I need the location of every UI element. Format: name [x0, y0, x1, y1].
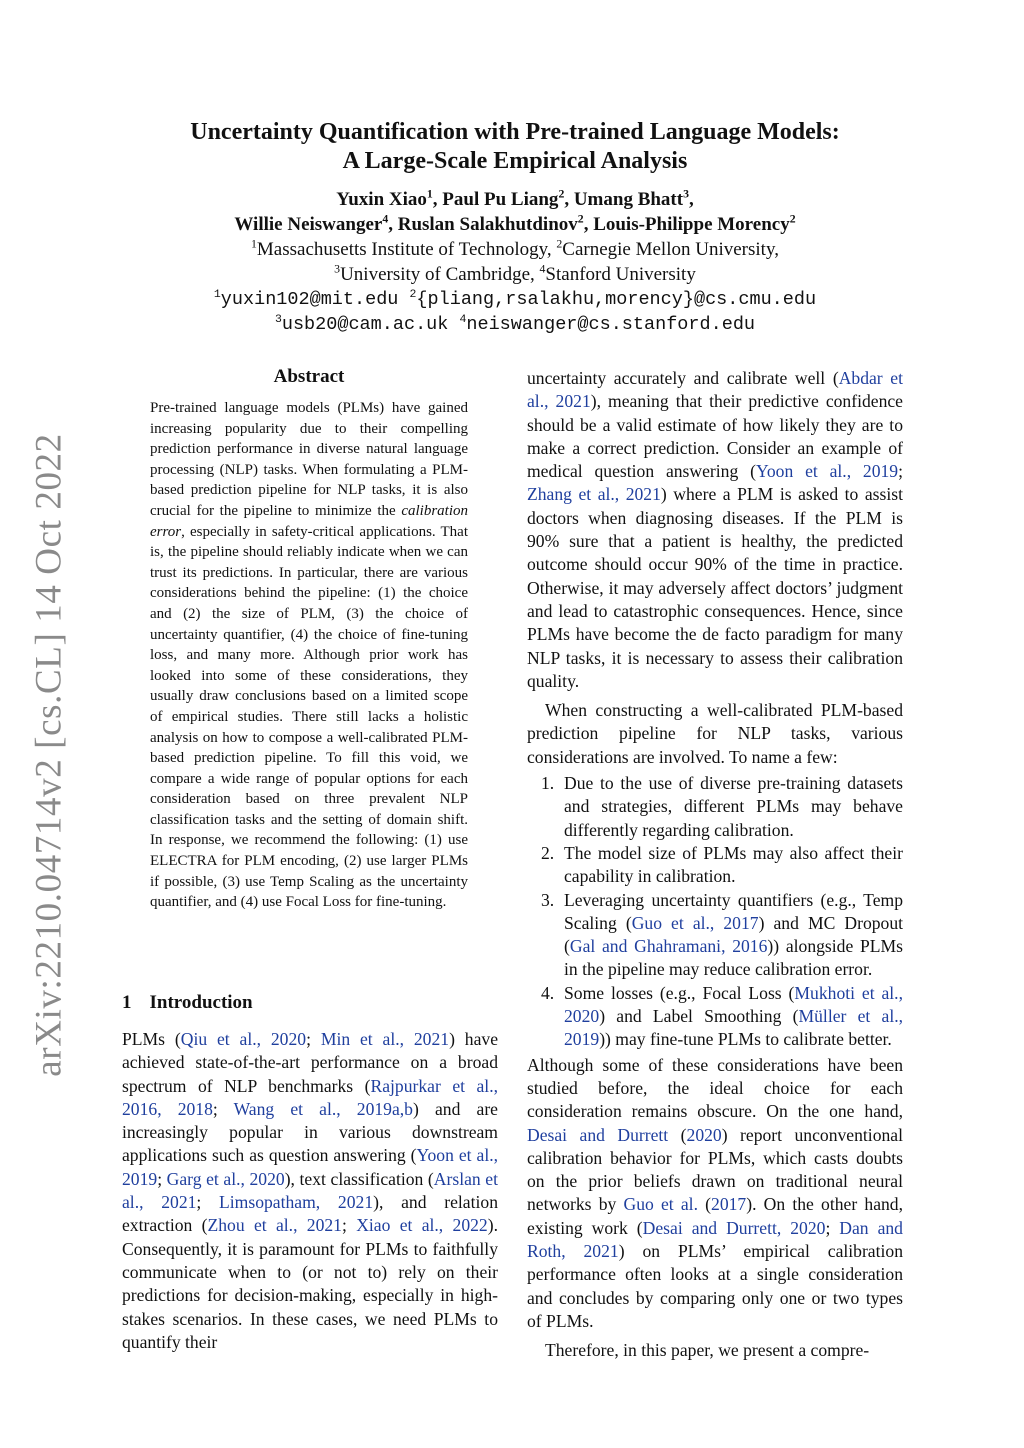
right-column-body	[527, 367, 903, 1362]
body-text: uncertainty accurately and calibrate well (	[527, 368, 839, 388]
citation-link[interactable]: Arslan et al., 2021	[122, 1168, 498, 1213]
section-heading-introduction	[122, 992, 253, 1014]
superscript-mark: 2	[556, 237, 563, 251]
citation-link[interactable]: Desai and Durrett, 2020	[642, 1217, 826, 1238]
body-text: ) on PLMs’ empirical calibration performance often looks at a single consideration and concludes by comparing only one or two types of PLMs.	[527, 1240, 903, 1331]
body-text: ) and are increasingly popular in various downstream applications such as question answering (	[122, 1098, 498, 1166]
superscript-mark: 4	[459, 312, 467, 326]
superscript-mark: 3	[334, 262, 341, 276]
body-text: ;	[898, 461, 903, 482]
citation-link[interactable]: Guo et al.	[623, 1194, 698, 1215]
intro-paragraph	[527, 1339, 903, 1362]
author-list	[120, 187, 910, 237]
email-address: neiswanger@cs.stanford.edu	[466, 314, 756, 335]
intro-paragraph	[527, 1054, 903, 1334]
citation-link[interactable]: Yoon et al., 2019	[755, 461, 899, 482]
superscript-mark: 4	[382, 212, 389, 226]
superscript-mark: 2	[577, 212, 584, 226]
left-column-body	[122, 1028, 498, 1354]
superscript-mark: 2	[409, 287, 417, 301]
superscript-mark: 2	[558, 187, 565, 201]
author-name: Ruslan Salakhutdinov	[397, 214, 578, 235]
email-address: yuxin102@mit.edu	[220, 289, 399, 310]
author-line: Yuxin Xiao$^1$, Paul Pu Liang$^2$, Umang Bhatt$^3$,	[336, 187, 694, 210]
section-title: Introduction	[149, 992, 253, 1013]
abstract-text: Pre-trained language models (PLMs) have gained increasing popularity due to their compelling prediction performance in diverse natural language processing (NLP) tasks. When formulating a PLM-based prediction pipeline for NLP tasks, it is also crucial for the pipeline to minimize the	[150, 400, 468, 519]
affiliation-name: Carnegie Mellon University	[562, 239, 775, 260]
consideration-item	[527, 842, 903, 889]
body-text: Due to the use of diverse pre-training datasets and strategies, different PLMs may behave differently regarding calibration.	[564, 773, 903, 840]
author-name: Paul Pu Liang	[442, 189, 559, 210]
consideration-item	[527, 889, 903, 982]
citation-link[interactable]: 2017	[711, 1194, 747, 1215]
body-text: ), text classification (	[284, 1168, 434, 1189]
title-line-1: Uncertainty Quantification with Pre-trained Language Models:	[190, 119, 840, 145]
citation-link[interactable]: Dan and Roth, 2021	[527, 1217, 903, 1261]
list-number: 4.	[541, 982, 555, 1003]
citation-link[interactable]: Zhou et al., 2021	[207, 1215, 342, 1236]
citation-link[interactable]: Mukhoti et al., 2020	[564, 982, 903, 1027]
consideration-item	[527, 772, 903, 842]
affiliation-line: $^1$Massachusetts Institute of Technology, $^2$Carnegie Mellon University,	[251, 237, 779, 260]
body-text: ), and relation extraction (	[122, 1192, 498, 1236]
superscript-mark: 4	[539, 262, 546, 276]
affiliation-list	[120, 237, 910, 287]
abstract-text: , especially in safety-critical applications. That is, the pipeline should reliably indicate when we can trust its predictions. In particular, there are various considerations behind the pipeline: (1) the choice and (2) the size of PLM, (3) the choice of uncertainty quantifier, (4) the choice of fine-tuning loss, and many more. Although prior work has looked into some of these considerations, they usually draw conclusions based on a limited scope of empirical studies. There still lacks a holistic analysis on how to compose a well-calibrated PLM-based prediction pipeline. To fill this void, we compare a wide range of popular options for each consideration based on three prevalent NLP classification tasks and the setting of domain shift. In response, we recommend the following: (1) use ELECTRA for PLM encoding, (2) use larger PLMs if possible, (3) use Temp Scaling as the uncertainty quantifier, and (4) use Focal Loss for fine-tuning.	[150, 523, 468, 911]
body-text: ) report unconventional calibration behavior for PLMs, which casts doubts on the prior beliefs drawn on traditional neural networks by	[527, 1124, 903, 1215]
abstract-body	[150, 398, 468, 913]
author-line: Willie Neiswanger$^4$, Ruslan Salakhutdinov$^2$, Louis-Philippe Morency$^2$	[234, 212, 796, 235]
superscript-mark: 3	[683, 187, 689, 201]
citation-link[interactable]: Guo et al., 2017	[631, 912, 759, 933]
body-text: ;	[157, 1168, 167, 1189]
citation-link[interactable]: Zhang et al., 2021	[527, 484, 661, 505]
email-address: usb20@cam.ac.uk	[281, 314, 449, 335]
author-name: Yuxin Xiao	[336, 189, 427, 210]
body-text: )) alongside PLMs in the pipeline may reduce calibration error.	[564, 936, 904, 980]
citation-link[interactable]: Min et al., 2021	[320, 1029, 450, 1049]
intro-paragraph	[527, 699, 903, 769]
citation-link[interactable]: Abdar et al., 2021	[527, 368, 903, 412]
paper-title	[120, 118, 910, 176]
body-text: ;	[212, 1098, 234, 1119]
citation-link[interactable]: Rajpurkar et al., 2016, 2018	[122, 1075, 498, 1119]
abstract-heading: Abstract	[273, 366, 345, 387]
consideration-text	[564, 843, 903, 886]
citation-link[interactable]: Garg et al., 2020	[166, 1168, 285, 1189]
body-text: ) have achieved state-of-the-art performance on a broad spectrum of NLP benchmarks (	[122, 1029, 498, 1096]
body-text: )) may fine-tune PLMs to calibrate better.	[599, 1029, 892, 1050]
considerations-list	[527, 772, 903, 1052]
body-text: ;	[825, 1217, 840, 1238]
author-name: Louis-Philippe Morency	[593, 214, 790, 235]
body-text: (	[668, 1124, 687, 1145]
citation-link[interactable]: Desai and Durrett	[527, 1124, 669, 1145]
affiliation-name: Stanford University	[545, 264, 696, 285]
affiliation-line: $^3$University of Cambridge, $^4$Stanford University	[334, 262, 696, 285]
body-text: ) and Label Smoothing (	[599, 1006, 799, 1027]
body-text: Although some of these considerations have been studied before, the ideal choice for each consideration remains obscure. On the one hand,	[527, 1054, 903, 1122]
citation-link[interactable]: 2020	[686, 1124, 722, 1145]
superscript-mark: 1	[426, 187, 433, 201]
citation-link[interactable]: Gal and Ghahramani, 2016	[569, 936, 768, 957]
list-number: 1.	[541, 773, 555, 794]
superscript-mark: 1	[213, 287, 221, 301]
body-text: ). Consequently, it is paramount for PLMs to faithfully communicate when to (or not to) rely on their predictions for decision-making, especially in high-stakes scenarios. In these cases, we need PLMs to quantify their	[122, 1215, 498, 1352]
body-text: Leveraging uncertainty quantifiers (e.g., Temp Scaling (	[564, 889, 903, 933]
paper-header	[120, 118, 910, 337]
body-text: ) and MC Dropout (	[564, 912, 904, 957]
body-text: PLMs (	[122, 1029, 181, 1049]
citation-link[interactable]: Yoon et al., 2019	[122, 1145, 499, 1189]
abstract-emphasis: calibration error	[150, 502, 468, 540]
email-line	[214, 289, 816, 310]
author-name: Willie Neiswanger	[234, 214, 383, 235]
abstract-section	[150, 366, 468, 913]
citation-link[interactable]: Qiu et al., 2020	[180, 1029, 307, 1049]
body-text: ) where a PLM is asked to assist doctors when diagnosing diseases. If the PLM is 90% sure that a patient is healthy, the predicted outcome should occur 90% of the time in practice. Otherwise, it may adversely affect doctors’ judgment and lead to catastrophic consequences. Hence, since PLMs have become the de facto paradigm for many NLP tasks, it is necessary to assess their calibration quality.	[527, 484, 903, 691]
body-text: ;	[341, 1215, 357, 1236]
author-name: Umang Bhatt	[573, 189, 684, 210]
list-number: 2.	[541, 842, 555, 863]
citation-link[interactable]: Limsopatham, 2021	[219, 1192, 374, 1213]
section-number: 1	[122, 992, 132, 1013]
body-text: ). On the other hand, existing work (	[527, 1194, 903, 1238]
title-line-2: A Large-Scale Empirical Analysis	[342, 148, 688, 174]
consideration-text	[564, 773, 903, 840]
body-text: (	[697, 1194, 712, 1215]
affiliation-name: Massachusetts Institute of Technology	[256, 239, 547, 260]
superscript-mark: 1	[251, 237, 257, 251]
citation-link[interactable]: Wang et al., 2019a,b	[233, 1098, 413, 1119]
body-text: ), meaning that their predictive confidence should be a valid estimate of how likely they are to make a correct prediction. Consider an example of medical question answering (	[527, 391, 903, 482]
body-text: Therefore, in this paper, we present a compre-	[545, 1340, 870, 1361]
email-line	[275, 314, 755, 335]
body-text: The model size of PLMs may also affect their capability in calibration.	[564, 842, 903, 887]
arxiv-identifier: arXiv:2210.04714v2 [cs.CL] 14 Oct 2022	[28, 433, 70, 1077]
superscript-mark: 3	[274, 312, 282, 326]
consideration-text	[564, 983, 903, 1050]
superscript-mark: 2	[789, 212, 796, 226]
affiliation-name: University of Cambridge	[340, 264, 531, 285]
consideration-text	[564, 890, 903, 980]
intro-paragraph	[122, 1028, 498, 1354]
body-text: When constructing a well-calibrated PLM-based prediction pipeline for NLP tasks, various considerations are involved. To name a few:	[527, 700, 903, 767]
list-number: 3.	[541, 889, 555, 910]
email-list	[120, 287, 910, 337]
citation-link[interactable]: Müller et al., 2019	[564, 1006, 904, 1050]
email-address: {pliang,rsalakhu,morency}@cs.cmu.edu	[416, 289, 817, 310]
body-text: ;	[306, 1029, 321, 1049]
intro-paragraph	[527, 367, 903, 693]
citation-link[interactable]: Xiao et al., 2022	[356, 1215, 488, 1236]
body-text: ;	[196, 1192, 220, 1213]
body-text: Some losses (e.g., Focal Loss (	[564, 982, 795, 1003]
arxiv-sidebar	[26, 433, 72, 1077]
consideration-item	[527, 982, 903, 1052]
